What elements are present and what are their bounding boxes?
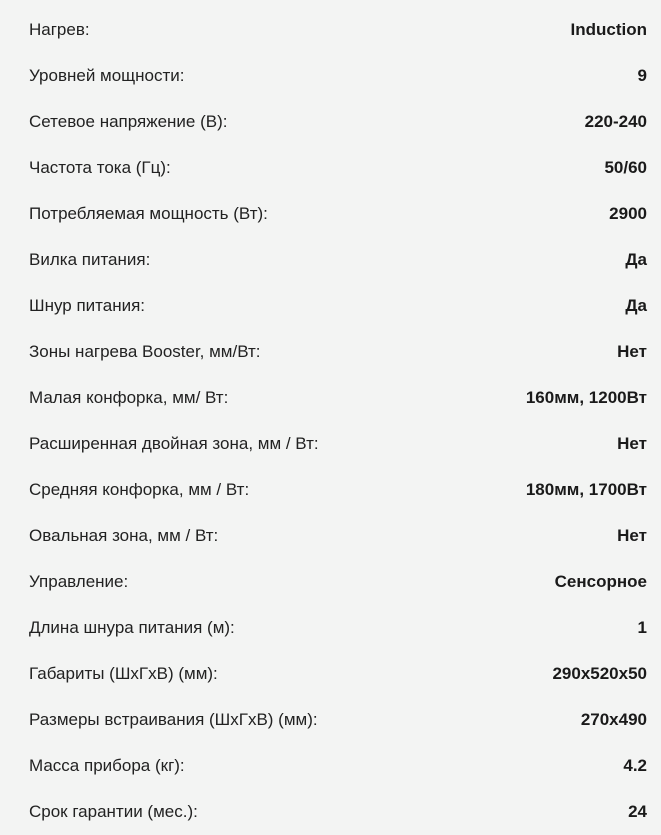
spec-row-oval-zone [0,513,661,559]
spec-value: Induction [570,20,647,39]
spec-value: 24 [628,802,647,821]
spec-label: Размеры встраивания (ШхГхВ) (мм): [29,710,318,729]
spec-row-dimensions [0,651,661,697]
spec-row-power-consumption [0,191,661,237]
spec-label: Потребляемая мощность (Вт): [29,204,268,223]
spec-value: 160мм, 1200Вт [525,388,647,407]
spec-label: Расширенная двойная зона, мм / Вт: [29,434,319,453]
spec-value: Нет [617,526,647,545]
spec-row-cord-length [0,605,661,651]
spec-value: 2900 [609,204,647,223]
spec-value: Сенсорное [554,572,647,591]
spec-row-booster-zones [0,329,661,375]
spec-row-warranty [0,789,661,835]
spec-value: 270x490 [580,710,647,729]
spec-value: 180мм, 1700Вт [525,480,647,499]
spec-row-cord [0,283,661,329]
spec-row-voltage [0,99,661,145]
spec-label: Уровней мощности: [29,66,185,85]
spec-label: Шнур питания: [29,296,146,315]
spec-row-control [0,559,661,605]
spec-value: Нет [617,342,647,361]
spec-value: 1 [637,618,647,637]
spec-row-built-in-dimensions [0,697,661,743]
spec-label: Сетевое напряжение (В): [29,112,228,131]
spec-row-extended-dual-zone [0,421,661,467]
spec-value: 9 [637,66,647,85]
spec-value: Да [625,250,647,269]
spec-row-weight [0,743,661,789]
spec-value: Да [625,296,647,315]
spec-label: Средняя конфорка, мм / Вт: [29,480,250,499]
spec-label: Срок гарантии (мес.): [29,802,198,821]
spec-label: Малая конфорка, мм/ Вт: [29,388,229,407]
spec-value: 290x520x50 [552,664,647,683]
spec-label: Длина шнура питания (м): [29,618,235,637]
spec-row-plug [0,237,661,283]
spec-value: 50/60 [604,158,647,177]
spec-value: 4.2 [623,756,647,775]
spec-label: Нагрев: [29,20,90,39]
spec-label: Зоны нагрева Booster, мм/Вт: [29,342,261,361]
spec-row-power-levels [0,53,661,99]
spec-label: Управление: [29,572,129,591]
spec-value: 220-240 [584,112,647,131]
spec-row-small-burner [0,375,661,421]
spec-label: Овальная зона, мм / Вт: [29,526,219,545]
spec-label: Габариты (ШхГхВ) (мм): [29,664,218,683]
spec-label: Вилка питания: [29,250,151,269]
spec-row-frequency [0,145,661,191]
spec-row-heating [0,7,661,53]
spec-value: Нет [617,434,647,453]
spec-label: Масса прибора (кг): [29,756,185,775]
spec-label: Частота тока (Гц): [29,158,171,177]
spec-row-medium-burner [0,467,661,513]
